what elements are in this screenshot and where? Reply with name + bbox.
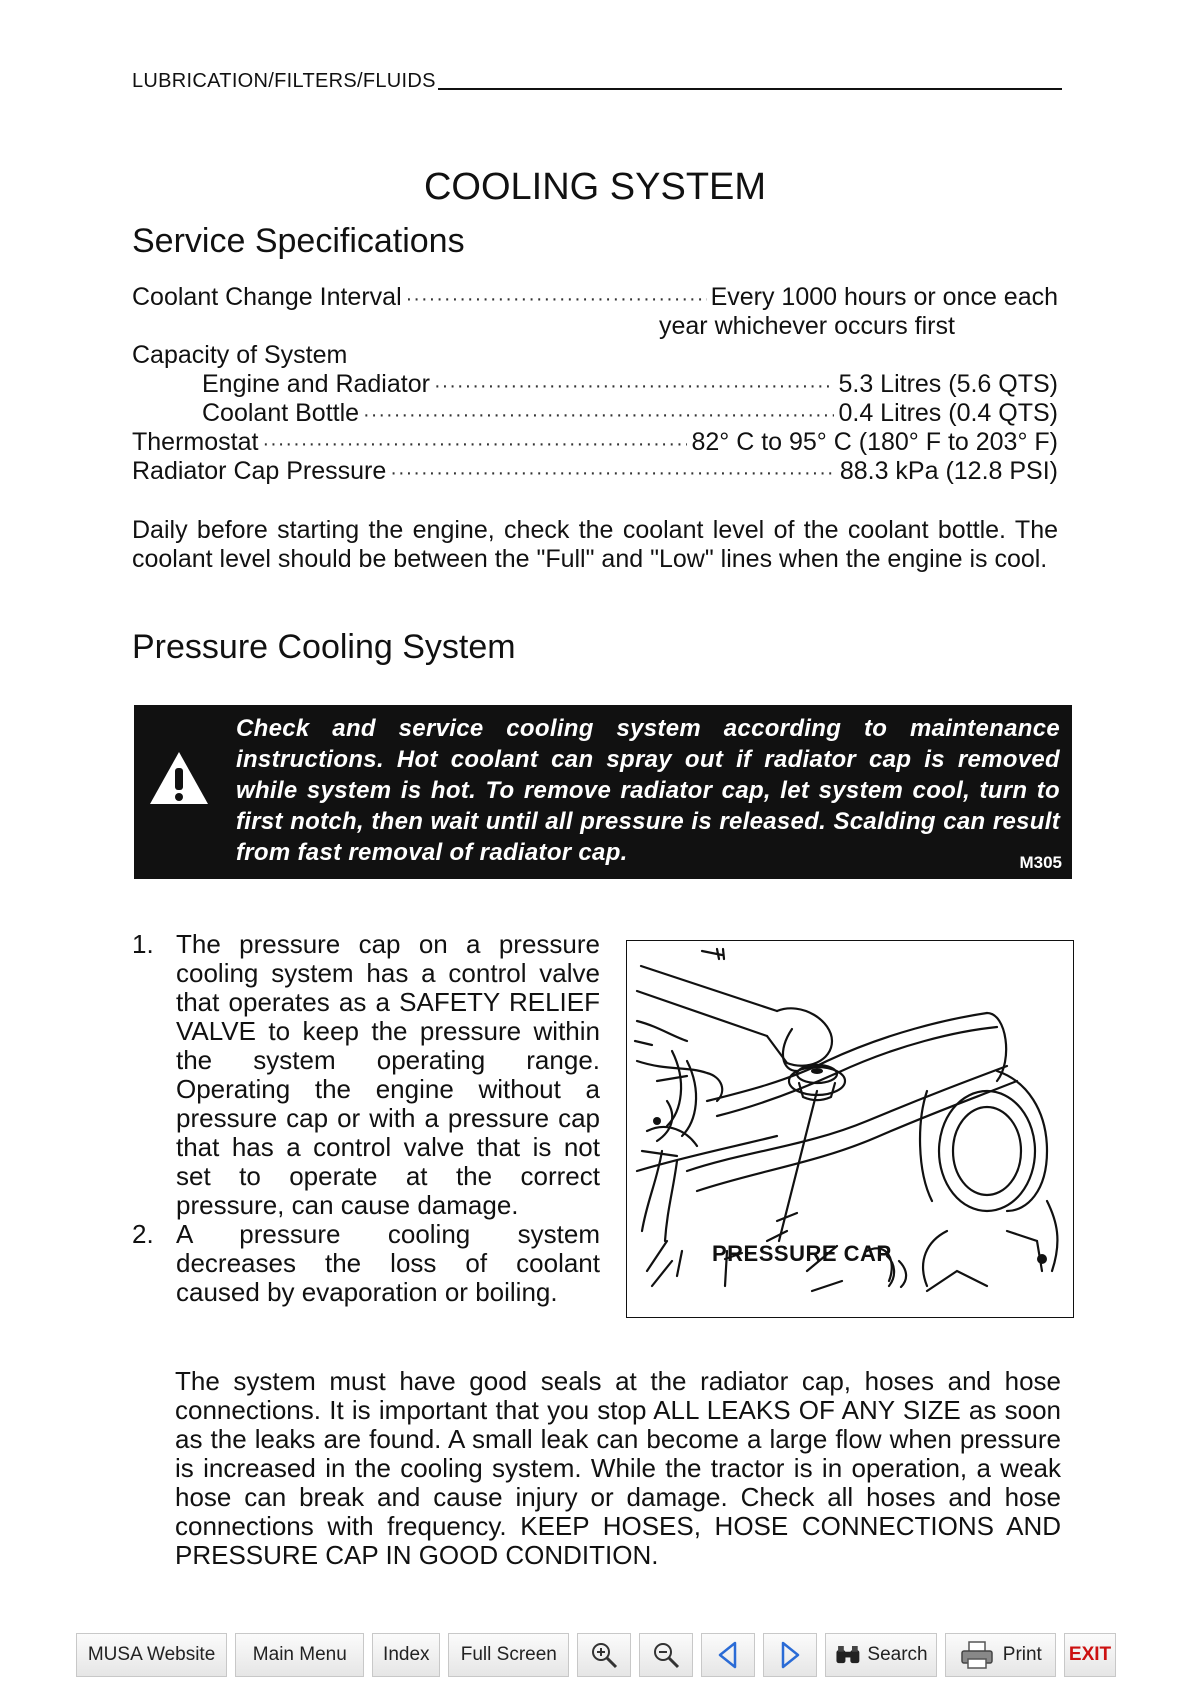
figure-label: PRESSURE CAP bbox=[712, 1241, 892, 1266]
section-title: LUBRICATION/FILTERS/FLUIDS bbox=[132, 70, 436, 92]
page-header bbox=[132, 70, 1062, 93]
daily-check-paragraph: Daily before starting the engine, check the coolant level of the coolant bottle. The coolant level should be between the "Full" and "Low" lines when the engine is cool. bbox=[132, 516, 1058, 573]
warning-code: M305 bbox=[1019, 853, 1062, 872]
seals-paragraph: The system must have good seals at the radiator cap, hoses and hose connections. It is important that you stop ALL LEAKS OF ANY SIZE as soon as the leaks are found. A small leak can become a large flow when pressure is increased in the cooling system. While the tractor is in operation, a weak hose can break and cause injury or damage. Check all hoses and hose connections with frequency. KEEP HOSES, HOSE CONNECTIONS AND PRESSURE CAP IN GOOD CONDITION. bbox=[175, 1366, 1061, 1570]
spec-row-coolant-change: Coolant Change Interval ····· Every 1000 hours or once each bbox=[132, 283, 1058, 312]
numbered-list bbox=[132, 930, 600, 1307]
spec-row-radiator-cap: Radiator Cap Pressure ····· 88.3 kPa (12.8 PSI) bbox=[132, 457, 1058, 486]
arrow-left-icon bbox=[715, 1640, 741, 1670]
spec-row-coolant-change-cont: year whichever occurs first bbox=[659, 312, 955, 340]
navigation-toolbar bbox=[76, 1633, 1116, 1679]
pressure-cap-figure bbox=[626, 940, 1074, 1318]
pressure-cooling-heading: Pressure Cooling System bbox=[132, 628, 516, 666]
warning-box bbox=[134, 705, 1072, 879]
binoculars-icon bbox=[834, 1641, 862, 1669]
warning-text: Check and service cooling system according to maintenance instructions. Hot coolant can spray out if radiator cap is removed while system is hot. To remove radiator cap, let system cool, turn to first notch, then wait until all pressure is released. Scalding can result from fast removal of radiator cap. bbox=[236, 715, 1060, 866]
page-title: COOLING SYSTEM bbox=[423, 166, 767, 208]
search-button[interactable]: Search bbox=[825, 1633, 937, 1677]
header-rule bbox=[438, 88, 1062, 90]
spec-table bbox=[132, 283, 1058, 486]
index-button[interactable]: Index bbox=[372, 1633, 440, 1677]
spec-row-capacity: Capacity of System bbox=[132, 341, 348, 369]
musa-website-button[interactable]: MUSA Website bbox=[76, 1633, 227, 1677]
arrow-right-icon bbox=[777, 1640, 803, 1670]
spec-row-engine-radiator: Engine and Radiator ····· 5.3 Litres (5.6 QTS) bbox=[132, 370, 1058, 399]
previous-page-button[interactable] bbox=[701, 1633, 755, 1677]
next-page-button[interactable] bbox=[763, 1633, 817, 1677]
printer-icon bbox=[959, 1640, 997, 1670]
list-item: 2. A pressure cooling system decreases the loss of coolant caused by evaporation or boiling. bbox=[132, 1219, 600, 1307]
exit-button[interactable]: EXIT bbox=[1064, 1633, 1116, 1677]
service-specs-heading: Service Specifications bbox=[132, 222, 465, 260]
zoom-in-button[interactable] bbox=[577, 1633, 631, 1677]
spec-row-coolant-bottle: Coolant Bottle ····· 0.4 Litres (0.4 QTS) bbox=[132, 399, 1058, 428]
print-button[interactable]: Print bbox=[945, 1633, 1056, 1677]
full-screen-button[interactable]: Full Screen bbox=[448, 1633, 569, 1677]
zoom-out-icon bbox=[651, 1640, 681, 1670]
zoom-in-icon bbox=[589, 1640, 619, 1670]
zoom-out-button[interactable] bbox=[639, 1633, 693, 1677]
warning-icon bbox=[148, 749, 210, 807]
list-item: 1. The pressure cap on a pressure cooling system has a control valve that operates as a SAFETY RELIEF VALVE to keep the pressure within the system operating range. Operating the engine without a pressure cap or with a pressure cap that has a control valve that is not set to operate at the correct pressure, can cause damage. bbox=[132, 929, 600, 1220]
spec-row-thermostat: Thermostat ····· 82° C to 95° C (180° F to 203° F) bbox=[132, 428, 1058, 457]
main-menu-button[interactable]: Main Menu bbox=[235, 1633, 364, 1677]
